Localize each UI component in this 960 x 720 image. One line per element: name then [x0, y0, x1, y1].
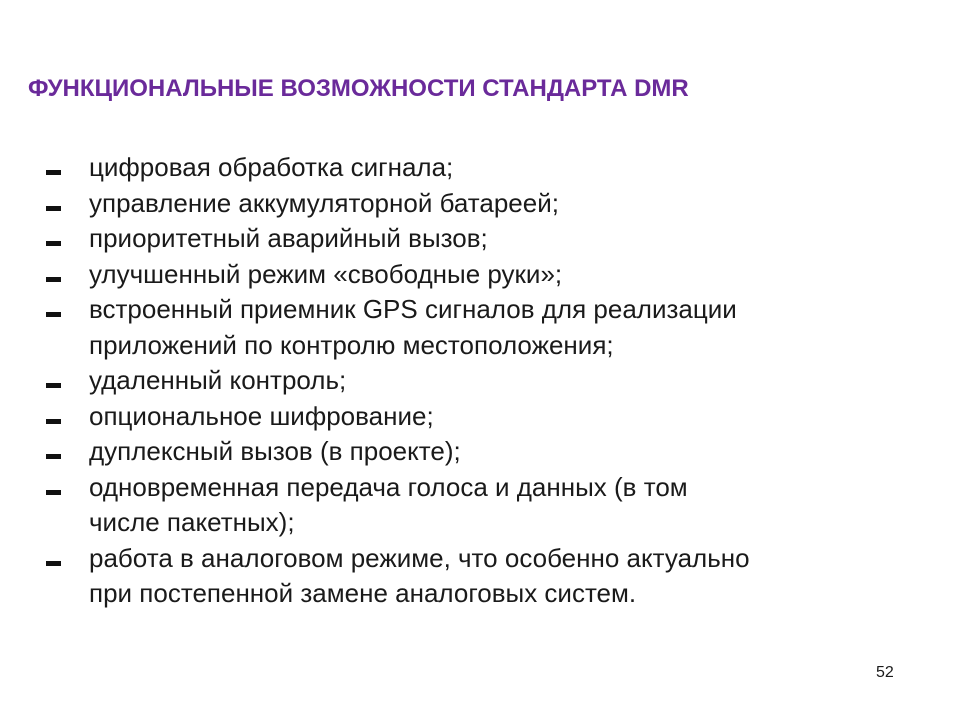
list-item-text: встроенный приемник GPS сигналов для реализации приложений по контролю местоположения;	[89, 294, 737, 360]
dash-bullet-icon	[46, 241, 61, 246]
list-item-text: работа в аналоговом режиме, что особенно актуально при постепенной замене аналоговых систем.	[89, 542, 750, 608]
dash-bullet-icon	[46, 383, 61, 388]
dash-bullet-icon	[46, 170, 61, 175]
dash-bullet-icon	[46, 312, 61, 317]
slide-title: ФУНКЦИОНАЛЬНЫЕ ВОЗМОЖНОСТИ СТАНДАРТА DMR	[28, 75, 689, 102]
list-item-text: удаленный контроль;	[89, 365, 347, 395]
dash-bullet-icon	[46, 206, 61, 211]
list-item-text: опциональное шифрование;	[89, 400, 434, 431]
list-item-text: цифровая обработка сигнала;	[89, 152, 454, 182]
list-item	[46, 221, 926, 257]
list-item	[46, 470, 926, 541]
list-item	[46, 434, 926, 470]
dash-bullet-icon	[46, 419, 61, 424]
list-item-text: приоритетный аварийный вызов;	[89, 223, 488, 253]
list-item	[46, 292, 926, 363]
list-item	[46, 399, 926, 435]
dash-bullet-icon	[46, 454, 61, 459]
dash-bullet-icon	[46, 561, 61, 566]
page-number: 52	[876, 664, 894, 681]
list-item	[46, 541, 926, 612]
list-item	[46, 363, 926, 399]
list-item-text: дуплексный вызов (в проекте);	[89, 436, 461, 466]
feature-list	[46, 150, 926, 612]
dash-bullet-icon	[46, 490, 61, 495]
dash-bullet-icon	[46, 277, 61, 282]
list-item	[46, 186, 926, 222]
list-item	[46, 150, 926, 186]
list-item-text: одновременная передача голоса и данных (в том числе пакетных);	[89, 471, 688, 537]
list-item-text: улучшенный режим «свободные руки»;	[89, 258, 563, 289]
list-item	[46, 257, 926, 293]
list-item-text: управление аккумуляторной батареей;	[89, 187, 559, 218]
